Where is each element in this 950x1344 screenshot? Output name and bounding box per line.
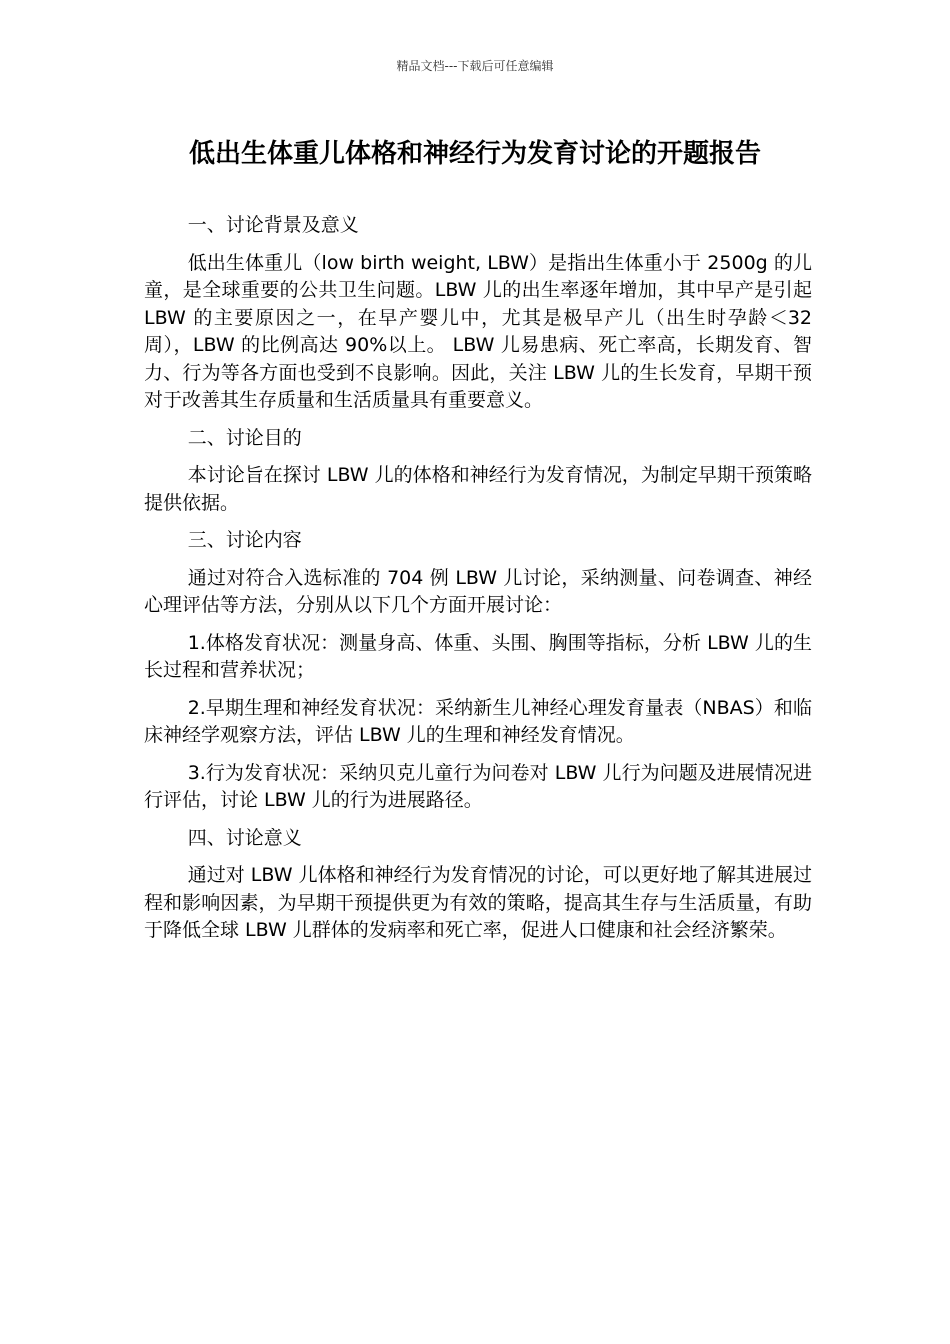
section-heading-content: 三、讨论内容	[187, 529, 302, 551]
paragraph-content-item-3: 3.行为发育状况：采纳贝克儿童行为问卷对 LBW 儿行为问题及进展情况进行评估，讨论 LBW 儿的行为进展路径。	[144, 761, 812, 811]
paragraph-content-item-2: 2.早期生理和神经发育状况：采纳新生儿神经心理发育量表（NBAS）和临床神经学观察方法，评估 LBW 儿的生理和神经发育情况。	[144, 696, 812, 746]
document-body	[144, 212, 812, 955]
paragraph-purpose: 本讨论旨在探讨 LBW 儿的体格和神经行为发育情况，为制定早期干预策略提供依据。	[144, 464, 812, 514]
section-heading-background: 一、讨论背景及意义	[187, 214, 359, 236]
header-note: 精品文档---下载后可任意编辑	[396, 59, 554, 73]
paragraph-background: 低出生体重儿（low birth weight, LBW）是指出生体重小于 2500g 的儿童，是全球重要的公共卫生问题。LBW 儿的出生率逐年增加，其中早产是引起 LBW 的主要原因之一，在早产婴儿中，尤其是极早产儿（出生时孕龄＜32 周），LBW 的比例高达 90%以上。 LBW 儿易患病、死亡率高，长期发育、智力、行为等各方面也受到不良影响。因此，关注 LBW 儿的生长发育，早期干预对于改善其生存质量和生活质量具有重要意义。	[144, 251, 812, 411]
paragraph-content-intro: 通过对符合入选标准的 704 例 LBW 儿讨论，采纳测量、问卷调查、神经心理评估等方法，分别从以下几个方面开展讨论：	[144, 566, 812, 616]
section-heading-purpose: 二、讨论目的	[187, 426, 302, 449]
paragraph-significance: 通过对 LBW 儿体格和神经行为发育情况的讨论，可以更好地了解其进展过程和影响因素，为早期干预提供更为有效的策略，提高其生存与生活质量，有助于降低全球 LBW 儿群体的发病率和死亡率，促进人口健康和社会经济繁荣。	[144, 864, 812, 941]
paragraph-content-item-1: 1.体格发育状况：测量身高、体重、头围、胸围等指标，分析 LBW 儿的生长过程和营养状况；	[144, 631, 812, 681]
document-title: 低出生体重儿体格和神经行为发育讨论的开题报告	[188, 139, 761, 169]
section-heading-significance: 四、讨论意义	[187, 826, 302, 849]
